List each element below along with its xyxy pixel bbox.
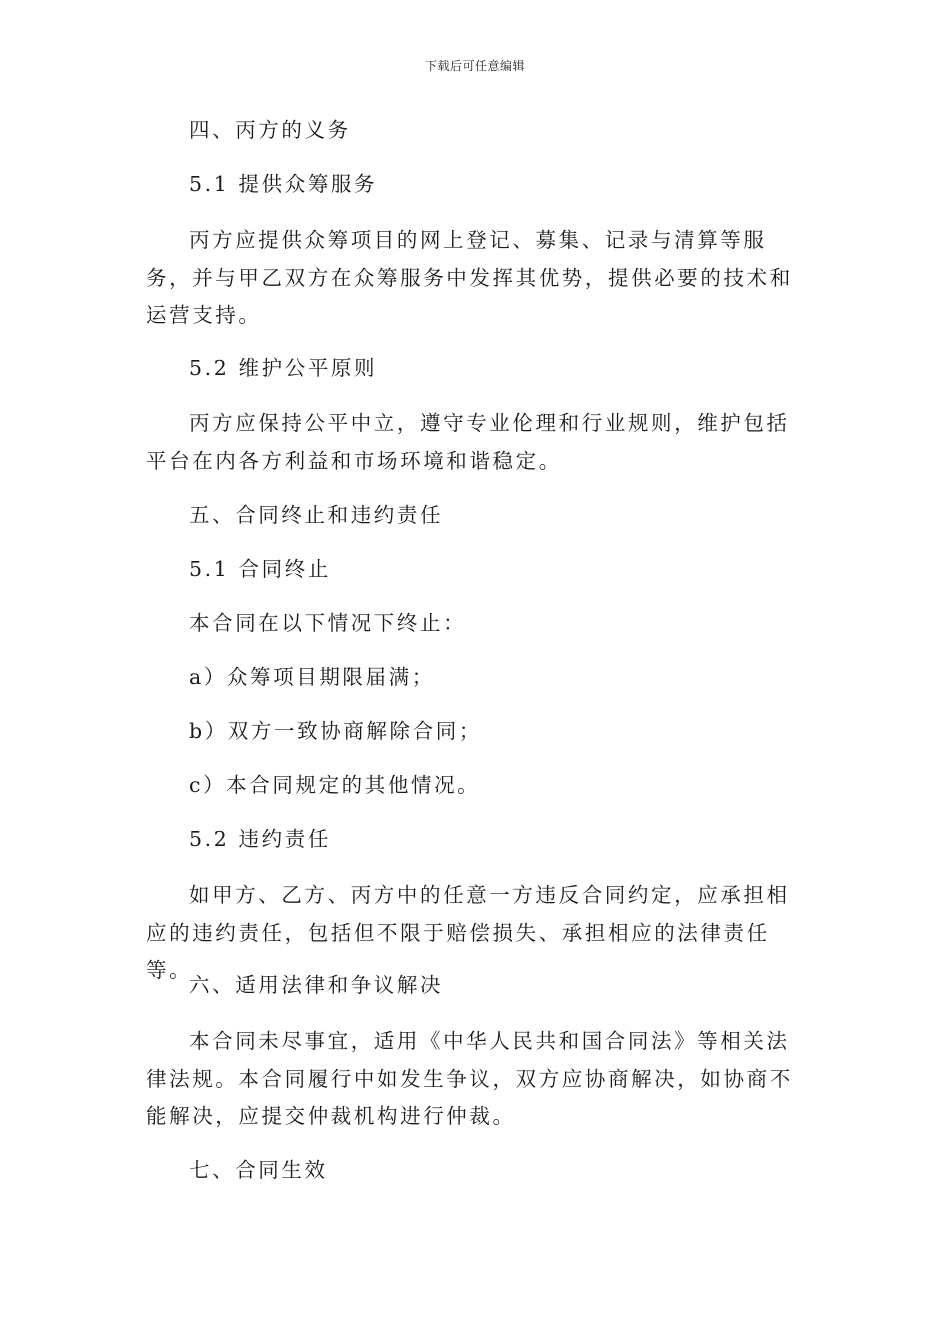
list-item-a: a）众筹项目期限届满； [189,665,435,689]
list-item-c: c）本合同规定的其他情况。 [189,773,481,797]
list-item-b: b）双方一致协商解除合同； [189,719,482,743]
section-6-paragraph: 本合同未尽事宜，适用《中华人民共和国合同法》等相关法律法规。本合同履行中如发生争议，双方应协商解决，如协商不能解决，应提交仲裁机构进行仲裁。 [146,1029,793,1128]
section-5-1-heading: 5.1 合同终止 [189,557,331,581]
section-4-1-heading: 5.1 提供众筹服务 [189,172,378,196]
section-4-2-heading: 5.2 维护公平原则 [189,356,378,380]
section-4-2-paragraph: 丙方应保持公平中立，遵守专业伦理和行业规则，维护包括平台在内各方利益和市场环境和谐稳定。 [146,411,790,473]
page-header-note: 下载后可任意编辑 [424,59,525,73]
section-5-2-paragraph: 如甲方、乙方、丙方中的任意一方违反合同约定，应承担相应的违约责任，包括但不限于赔偿损失、承担相应的法律责任等。 [146,883,790,982]
section-4-1-paragraph: 丙方应提供众筹项目的网上登记、募集、记录与清算等服务，并与甲乙双方在众筹服务中发挥其优势，提供必要的技术和运营支持。 [146,228,793,327]
section-5-2-heading: 5.2 违约责任 [189,827,331,851]
section-4-heading: 四、丙方的义务 [189,118,351,142]
section-5-heading: 五、合同终止和违约责任 [189,503,444,527]
section-6-heading: 六、适用法律和争议解决 [189,973,444,997]
section-5-1-intro: 本合同在以下情况下终止： [189,611,467,635]
section-7-heading: 七、合同生效 [189,1158,328,1182]
